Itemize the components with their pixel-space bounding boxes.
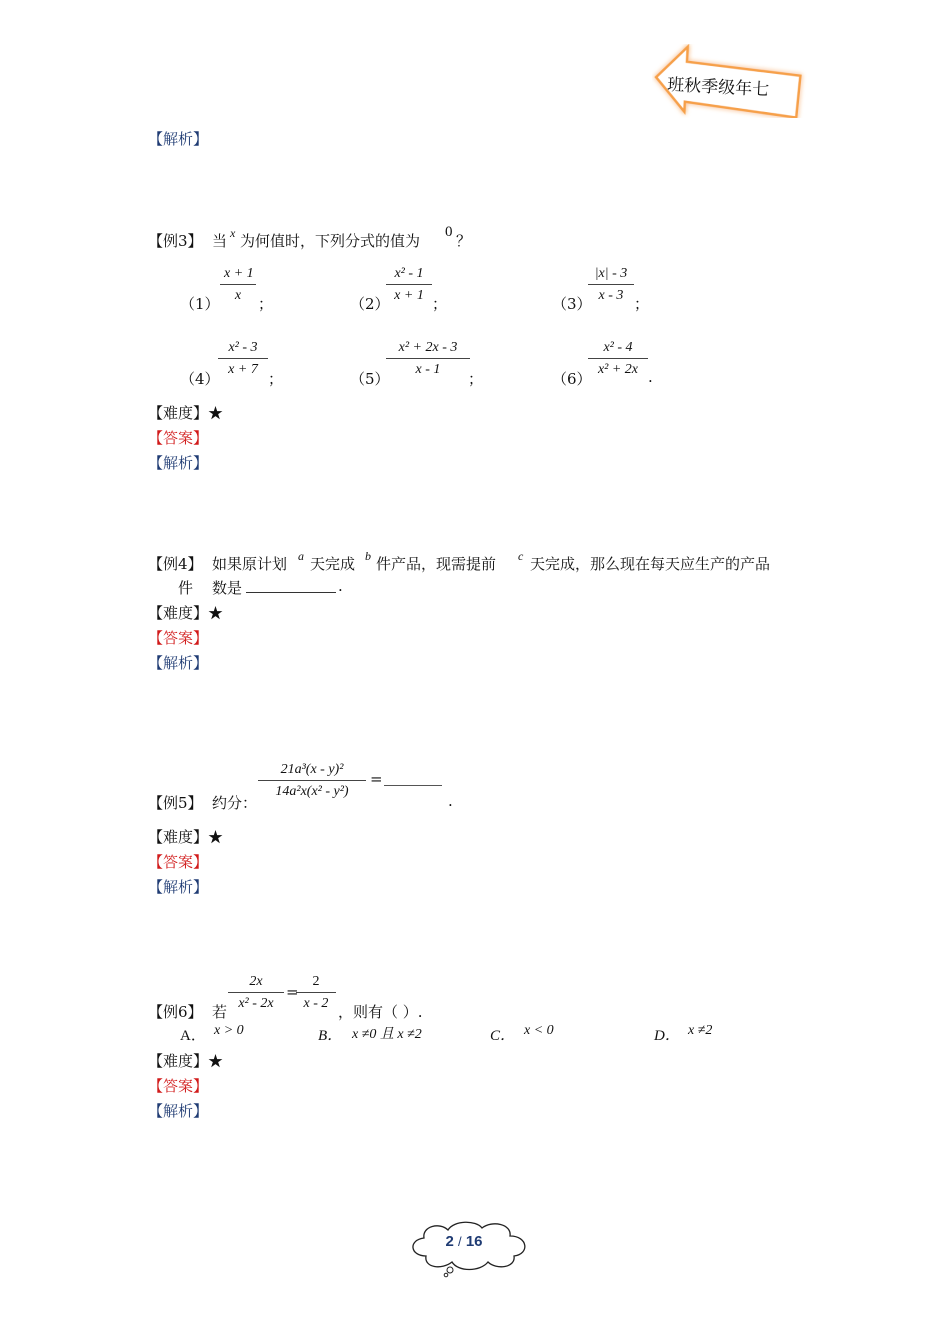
fraction: $\frac{\text{x² - 3}}{x + 7}$ — [218, 340, 268, 378]
example-label: 【例4】 — [148, 555, 203, 573]
option-text: x ≠0 且 x ≠2 — [352, 1027, 422, 1042]
answer-label: 【答案】 — [148, 853, 209, 871]
question-text: ，则有（ ）. — [338, 1003, 423, 1021]
page-number — [404, 1218, 536, 1278]
option-text: x ≠2 — [688, 1023, 713, 1038]
analysis-label: 【解析】 — [148, 654, 209, 672]
punct: . — [448, 792, 453, 810]
punct: ； — [268, 370, 284, 388]
question-text: 件产品，现需提前 — [376, 555, 497, 573]
variable: b — [365, 549, 371, 563]
equals-sign: = — [370, 770, 383, 788]
punct: ； — [468, 370, 484, 388]
punct: ； — [634, 295, 650, 313]
fraction: $\frac{\text{x² + 2x - 3}}{x - 1}$ — [386, 340, 470, 378]
punct: . — [648, 368, 653, 386]
question-text: 为何值时，下列分式的值为 — [240, 232, 421, 250]
fraction: $\frac{\text{x² - 1}}{x + 1}$ — [386, 266, 432, 304]
punct: . — [338, 577, 343, 595]
option-key: D． — [654, 1028, 680, 1044]
header-tag-text: 班秋季级年七 — [666, 74, 770, 101]
answer-blank — [246, 576, 336, 593]
header-tag — [652, 44, 807, 118]
fraction: $\frac{2}{x - 2}$ — [296, 974, 336, 1012]
example-label: 【例3】 — [148, 232, 203, 250]
analysis-label: 【解析】 — [148, 1102, 209, 1120]
punct: ； — [432, 295, 448, 313]
answer-blank — [384, 785, 442, 786]
fraction: $\frac{x + 1}{x}$ — [220, 266, 256, 304]
question-text: 天完成 — [310, 555, 356, 573]
option-text: x > 0 — [214, 1023, 244, 1038]
question-text: 约分： — [212, 794, 258, 812]
option-text: x < 0 — [524, 1023, 554, 1038]
answer-label: 【答案】 — [148, 629, 209, 647]
question-text: 如果原计划 — [212, 555, 288, 573]
example-label: 【例5】 — [148, 794, 203, 812]
punct: ； — [258, 295, 274, 313]
example-label: 【例6】 — [148, 1003, 203, 1021]
analysis-label: 【解析】 — [148, 878, 209, 896]
question-text: 数是 — [212, 579, 243, 597]
variable: x — [230, 226, 236, 240]
option-key: C． — [490, 1028, 516, 1044]
page-separator: / — [458, 1234, 462, 1249]
difficulty-row: 【难度】★ — [148, 828, 224, 846]
option-key: A． — [180, 1028, 206, 1044]
variable: c — [518, 549, 524, 563]
equals-sign: = — [286, 983, 299, 1001]
difficulty-row: 【难度】★ — [148, 1052, 224, 1070]
fraction: $\frac{\text{21a³(x - y)²}}{\text{14a²x(x² - y²)}}$ — [258, 762, 366, 800]
analysis-label: 【解析】 — [148, 130, 209, 148]
fraction: $\frac{|x| - 3}{x - 3}$ — [588, 266, 634, 304]
current-page: 2 — [445, 1233, 454, 1250]
item-number: （4） — [180, 370, 220, 388]
question-text: 若 — [212, 1003, 228, 1021]
item-number: （5） — [350, 370, 390, 388]
item-number: （6） — [552, 370, 592, 388]
fraction: $\frac{2x}{\text{x² - 2x}}$ — [228, 974, 284, 1012]
difficulty-row: 【难度】★ — [148, 404, 224, 422]
total-pages: 16 — [465, 1233, 483, 1250]
question-text: 当 — [212, 232, 228, 250]
item-number: （3） — [552, 295, 592, 313]
question-text: 件 — [178, 579, 194, 597]
zero-value: 0 — [445, 224, 453, 240]
item-number: （1） — [180, 295, 220, 313]
question-mark: ？ — [456, 232, 472, 250]
answer-label: 【答案】 — [148, 1077, 209, 1095]
question-text: 天完成，那么现在每天应生产的产品 — [530, 555, 771, 573]
variable: a — [298, 549, 304, 563]
answer-label: 【答案】 — [148, 429, 209, 447]
analysis-label: 【解析】 — [148, 454, 209, 472]
difficulty-row: 【难度】★ — [148, 604, 224, 622]
fraction: $\frac{\text{x² - 4}}{\text{x² + 2x}}$ — [588, 340, 648, 378]
option-key: B． — [318, 1028, 343, 1044]
item-number: （2） — [350, 295, 390, 313]
